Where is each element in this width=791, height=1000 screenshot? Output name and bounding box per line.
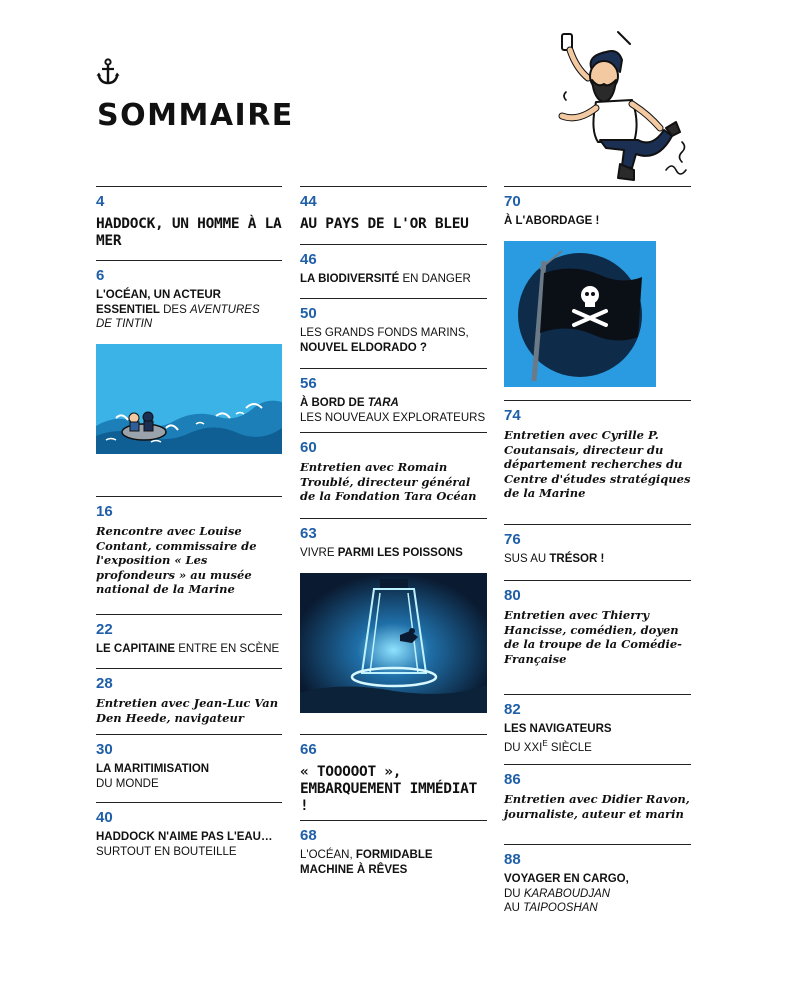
page-number: 70: [504, 193, 521, 210]
divider: [300, 820, 487, 821]
page-number: 66: [300, 741, 317, 758]
divider: [96, 260, 282, 261]
entry-title: [300, 396, 487, 425]
toc-entry-76[interactable]: [504, 524, 691, 580]
page-number: 56: [300, 375, 317, 392]
toc-entry-40[interactable]: [96, 802, 282, 872]
divider: [300, 244, 487, 245]
divider: [504, 400, 691, 401]
divider: [300, 298, 487, 299]
entry-title: [504, 552, 691, 567]
entry-title: Entretien avec Cyrille P. Coutansais, directeur du département recherches du Centre d'études stratégiques de la Marine: [504, 428, 691, 500]
entry-title-bold: VOYAGER EN CARGO,: [504, 873, 629, 885]
divider: [96, 668, 282, 669]
entry-title-italic: TAIPOOSHAN: [523, 902, 598, 914]
underwater-diver-photo: [300, 573, 487, 713]
divider: [504, 764, 691, 765]
entry-title: AU PAYS DE L'OR BLEU: [300, 216, 469, 232]
toc-entry-50[interactable]: [300, 298, 487, 368]
toc-entry-82[interactable]: [504, 694, 691, 764]
divider: [96, 186, 282, 187]
page-number: 30: [96, 741, 113, 758]
toc-entry-44[interactable]: [300, 186, 487, 244]
toc-entry-66[interactable]: [300, 734, 487, 820]
entry-title: Entretien avec Jean-Luc Van Den Heede, navigateur: [96, 696, 279, 725]
page-number: 16: [96, 503, 113, 520]
divider: [504, 186, 691, 187]
toc-entry-60[interactable]: [300, 432, 487, 518]
entry-title: [96, 830, 282, 859]
page-number: 22: [96, 621, 113, 638]
divider: [300, 368, 487, 369]
entry-title-rest: L'OCÉAN,: [300, 849, 356, 861]
toc-column-1: [96, 186, 282, 872]
entry-title: Entretien avec Didier Ravon, journaliste, auteur et marin: [504, 792, 690, 821]
entry-title-bold: HADDOCK N'AIME PAS L'EAU…: [96, 831, 273, 843]
entry-title: Rencontre avec Louise Contant, commissaire de l'exposition « Les profondeurs » au musée national de la Marine: [96, 524, 257, 596]
entry-title-bold: LA MARITIMISATION: [96, 763, 210, 775]
toc-entry-56[interactable]: [300, 368, 487, 432]
toc-entry-16[interactable]: [96, 496, 282, 614]
entry-title: [96, 642, 282, 657]
entry-title-rest: LES GRANDS FONDS MARINS,: [300, 327, 469, 339]
entry-title-bold: LES NAVIGATEURS: [504, 723, 612, 735]
page-number: 68: [300, 827, 317, 844]
page-number: 88: [504, 851, 521, 868]
entry-title-bold: PARMI LES POISSONS: [337, 547, 463, 559]
divider: [96, 802, 282, 803]
divider: [504, 580, 691, 581]
entry-title: [504, 214, 691, 229]
toc-entry-28[interactable]: [96, 668, 282, 734]
divider: [504, 694, 691, 695]
entry-title: [504, 722, 691, 755]
page-number: 80: [504, 587, 521, 604]
divider: [96, 614, 282, 615]
page-number: 40: [96, 809, 113, 826]
page-number: 74: [504, 407, 521, 424]
divider: [300, 186, 487, 187]
entry-title-italic: AVENTURES: [189, 303, 260, 316]
page-number: 6: [96, 267, 105, 284]
toc-entry-30[interactable]: [96, 734, 282, 802]
toc-column-2: [300, 186, 487, 890]
entry-title-rest: DU MONDE: [96, 777, 159, 790]
divider: [300, 432, 487, 433]
entry-title-bold: NOUVEL ELDORADO ?: [300, 341, 427, 354]
entry-title-bold: LE CAPITAINE: [96, 643, 176, 655]
toc-entry-88[interactable]: [504, 844, 691, 934]
page-number: 28: [96, 675, 113, 692]
entry-title-rest: SUS AU: [504, 553, 550, 565]
divider: [300, 518, 487, 519]
entry-title-rest: DU: [504, 887, 524, 900]
toc-entry-86[interactable]: [504, 764, 691, 844]
toc-entry-6[interactable]: [96, 260, 282, 496]
entry-title-bold: À L'ABORDAGE !: [504, 215, 600, 227]
entry-title: Entretien avec Romain Troublé, directeur général de la Fondation Tara Océan: [300, 460, 477, 503]
entry-title-rest: VIVRE: [300, 547, 338, 559]
page-number: 46: [300, 251, 317, 268]
entry-title: HADDOCK, UN HOMME À LA MER: [96, 216, 282, 249]
entry-title: Entretien avec Thierry Hancisse, comédien, doyen de la troupe de la Comédie-Française: [504, 608, 682, 666]
page-title: SOMMAIRE: [97, 98, 294, 133]
entry-title-rest: SURTOUT EN BOUTEILLE: [96, 845, 237, 858]
stormy-sea-raft-illustration: [96, 344, 282, 454]
entry-title: [300, 272, 487, 287]
page-number: 76: [504, 531, 521, 548]
toc-entry-80[interactable]: [504, 580, 691, 694]
toc-entry-22[interactable]: [96, 614, 282, 668]
toc-entry-68[interactable]: [300, 820, 487, 890]
page-number: 82: [504, 701, 521, 718]
page-number: 60: [300, 439, 317, 456]
page-number: 4: [96, 193, 105, 210]
entry-title: [300, 326, 487, 355]
entry-title: [300, 546, 487, 561]
toc-entry-4[interactable]: [96, 186, 282, 260]
entry-title-rest: SIÈCLE: [547, 741, 592, 754]
entry-title-italic: TARA: [367, 397, 399, 409]
divider: [300, 734, 487, 735]
entry-title-rest: ENTRE EN SCÈNE: [175, 643, 280, 655]
toc-entry-63[interactable]: [300, 518, 487, 734]
toc-entry-70[interactable]: [504, 186, 691, 400]
entry-title-rest: LES NOUVEAUX EXPLORATEURS: [300, 411, 486, 424]
captain-haddock-illustration: [548, 30, 696, 190]
entry-title-italic: KARABOUDJAN: [523, 887, 611, 900]
entry-title-superscript: E: [542, 738, 548, 748]
entry-title: [96, 762, 282, 791]
entry-title-rest: EN DANGER: [399, 273, 471, 285]
page-number: 50: [300, 305, 317, 322]
entry-title-bold: LA BIODIVERSITÉ: [300, 273, 400, 285]
entry-title-bold: L'OCÉAN, UN ACTEUR ESSENTIEL: [96, 289, 221, 316]
toc-column-3: [504, 186, 691, 934]
entry-title-rest: DU XXI: [504, 741, 543, 754]
divider: [96, 496, 282, 497]
entry-title: [504, 872, 691, 916]
entry-title-rest: AU: [504, 902, 524, 914]
entry-title-rest: DES: [159, 303, 190, 316]
anchor-icon: [96, 58, 120, 86]
toc-entry-74[interactable]: [504, 400, 691, 524]
entry-title: [96, 288, 282, 332]
toc-entry-46[interactable]: [300, 244, 487, 298]
entry-title-bold: TRÉSOR !: [549, 553, 605, 565]
entry-title-italic: DE TINTIN: [96, 318, 153, 330]
divider: [504, 524, 691, 525]
divider: [96, 734, 282, 735]
page-number: 63: [300, 525, 317, 542]
divider: [504, 844, 691, 845]
page-number: 86: [504, 771, 521, 788]
page-number: 44: [300, 193, 317, 210]
entry-title-bold: FORMIDABLE MACHINE À RÊVES: [300, 849, 433, 876]
entry-title: [300, 848, 487, 877]
entry-title: « TOOOOOT », EMBARQUEMENT IMMÉDIAT !: [300, 764, 478, 814]
entry-title-bold: À BORD DE: [300, 397, 368, 409]
pirate-flag-illustration: [504, 241, 656, 387]
